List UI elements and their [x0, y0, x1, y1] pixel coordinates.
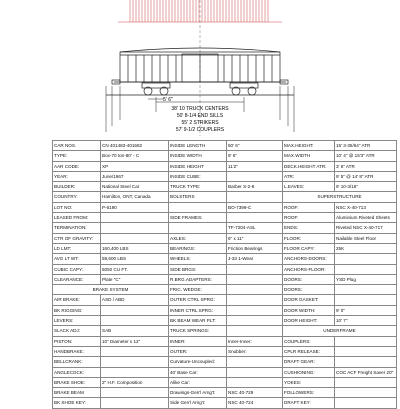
table-row [53, 316, 397, 326]
table-row [53, 274, 397, 284]
table-row [53, 285, 397, 295]
spec-label: CPLR RELEASE: [283, 346, 335, 356]
spec-value: 6" x 11" [227, 233, 283, 243]
spec-value [227, 264, 283, 274]
spec-label: BK SHOE KEY: [53, 398, 101, 408]
table-row [53, 326, 397, 336]
spec-value: ASD / ABD [101, 295, 169, 305]
table-row [53, 377, 397, 387]
top-hatch-detail [130, 0, 268, 22]
table-row [53, 151, 397, 161]
spec-label: HANDBRAKE: [53, 346, 101, 356]
spec-value [101, 213, 169, 223]
spec-label: BRAKE SHOE: [53, 377, 101, 387]
spec-value [227, 274, 283, 284]
spec-label: LEVERS: [53, 316, 101, 326]
table-row [53, 367, 397, 377]
spec-label: COUNTRY: [53, 192, 101, 202]
spec-value [335, 264, 397, 274]
spec-label: INSIDE LENGTH [169, 141, 227, 151]
spec-label: INNER CTRL SPRG: [169, 305, 227, 315]
boxcar-body [112, 48, 288, 84]
spec-label: YOKES: [283, 377, 335, 387]
spec-value: 15' 3-35/64" ATR [335, 141, 397, 151]
spec-value [101, 388, 169, 398]
spec-label: OUTER CTRL SPRG: [169, 295, 227, 305]
spec-value [335, 398, 397, 408]
spec-label: BK BEAM WEAR PLT: [169, 316, 227, 326]
table-row [53, 295, 397, 305]
spec-label: FLOOR CAPY: [283, 243, 335, 253]
spec-label: LEASED FROM: [53, 213, 101, 223]
spec-value: National Steel Car [101, 182, 169, 192]
spec-value: 10" Diameter x 12" [101, 336, 169, 346]
table-row [53, 346, 397, 356]
spec-value [335, 377, 397, 387]
spec-value [335, 254, 397, 264]
table-row [53, 182, 397, 192]
spec-value: 50' 6" [227, 141, 283, 151]
spec-label: BUILDER: [53, 182, 101, 192]
spec-label: DECK.HEIGHT ATR: [283, 161, 335, 171]
spec-value: 11'2" [227, 161, 283, 171]
spec-value [335, 388, 397, 398]
spec-value [101, 398, 169, 408]
spec-label: AIR BRAKE: [53, 295, 101, 305]
spec-label: SUPERSTRUCTURE [283, 192, 397, 202]
spec-label: CLEARANCE: [53, 274, 101, 284]
spec-value: BO-7399-C [227, 202, 283, 212]
spec-label: AAR CODE: [53, 161, 101, 171]
spec-label: MAX.HEIGHT: [283, 141, 335, 151]
spec-value: June/1967 [101, 171, 169, 181]
spec-table-body [53, 141, 397, 409]
spec-label: YEAR: [53, 171, 101, 181]
spec-label: ATR: [283, 171, 335, 181]
table-row [53, 305, 397, 315]
spec-value: 3' 6" ATR [335, 161, 397, 171]
trucks [106, 83, 294, 95]
table-row [53, 388, 397, 398]
spec-label: COUPLERS: [283, 336, 335, 346]
spec-label: FOLLOWERS: [283, 388, 335, 398]
spec-label: SIDE BRGS: [169, 264, 227, 274]
spec-label: BK RIGGING: [53, 305, 101, 315]
spec-value: TF-7204-ASL [227, 223, 283, 233]
spec-value: 5092 CU FT. [101, 264, 169, 274]
table-row [53, 161, 397, 171]
spec-value [227, 305, 283, 315]
spec-value: CN 401483-401682 [101, 141, 169, 151]
dim-wheelbase: 5' 6" [163, 97, 173, 103]
spec-label: Alike Car: [169, 377, 227, 387]
spec-label: Side Gen'l Arng't: [169, 398, 227, 408]
spec-value [101, 357, 169, 367]
spec-value: 2" H.F. Composition [101, 377, 169, 387]
spec-label: INNER: [169, 336, 227, 346]
spec-value: XP [101, 161, 169, 171]
spec-value: Plate "C" [101, 274, 169, 284]
spec-label: OUTER: [169, 346, 227, 356]
spec-label: TRUCK SPRINGS: [169, 326, 227, 336]
spec-label: ANCHORS-FLOOR: [283, 264, 335, 274]
table-row [53, 223, 397, 233]
spec-value [335, 295, 397, 305]
car-spec-sheet [52, 140, 396, 406]
spec-label: 40' Base Car: [169, 367, 227, 377]
spec-label: DOORS: [283, 274, 335, 284]
dim-strikers: 55' 2 STRIKERS [181, 120, 219, 126]
spec-label: INSIDE HEIGHT [169, 161, 227, 171]
spec-label: WHEELS: [169, 254, 227, 264]
table-row [53, 243, 397, 253]
spec-value: 9' 0" [335, 305, 397, 315]
spec-label: FRIC. WEDGE: [169, 285, 227, 295]
spec-label: ROOF: [283, 213, 335, 223]
spec-label: AVG LT WT: [53, 254, 101, 264]
spec-value: NSC 40-729 [227, 388, 283, 398]
spec-label: AXLES: [169, 233, 227, 243]
spec-value: Nailable Steel Floor [335, 233, 397, 243]
spec-label: BRAKE SYSTEM [53, 285, 169, 295]
spec-label: INSIDE WIDTH [169, 151, 227, 161]
spec-label: ROOF: [283, 202, 335, 212]
spec-value [227, 357, 283, 367]
table-row [53, 233, 397, 243]
table-row [53, 264, 397, 274]
table-row [53, 202, 397, 212]
spec-value [227, 367, 283, 377]
boxcar-elevation-drawing [0, 0, 400, 136]
spec-label: DOOR GASKET: [283, 295, 335, 305]
spec-value: 9' 10-3/16" [335, 182, 397, 192]
spec-label: Curvature-Uncoupled: [169, 357, 227, 367]
spec-label: LD LMT: [53, 243, 101, 253]
table-row [53, 141, 397, 151]
spec-value: SAB [101, 326, 169, 336]
spec-label [169, 223, 227, 233]
spec-label: BRAKE BEAM [53, 388, 101, 398]
spec-value: 9' 5" @ 14' 8" ATR [335, 171, 397, 181]
spec-label: ANCHORS-DOORS: [283, 254, 335, 264]
spec-value [335, 336, 397, 346]
spec-value [227, 326, 283, 336]
spec-value [101, 367, 169, 377]
spec-label: Drawings-Gen'l Arng't: [169, 388, 227, 398]
spec-value [227, 295, 283, 305]
spec-label: ENDS: [283, 223, 335, 233]
spec-value [101, 346, 169, 356]
spec-label: R.BRG.ADAPTERS: [169, 274, 227, 284]
spec-value [227, 171, 283, 181]
spec-value: COC ACF Freight Saver 20" [335, 367, 397, 377]
spec-value [227, 377, 283, 387]
spec-value: Hamilton, ONT, Canada [101, 192, 169, 202]
spec-label: L.EAVES: [283, 182, 335, 192]
spec-value: YSD Plug [335, 274, 397, 284]
dim-end-sills: 50' 8-1/4 END SILLS [176, 113, 224, 119]
spec-value [227, 316, 283, 326]
spec-value: 25K [335, 243, 397, 253]
spec-value: 9' 6" [227, 151, 283, 161]
spec-value [335, 346, 397, 356]
spec-value: 160,400 LBS [101, 243, 169, 253]
dim-truck-centers: 38' 10 TRUCK CENTERS [171, 106, 229, 112]
spec-label: DRAFT KEY: [283, 398, 335, 408]
spec-value: Riveted NSC X-40-717 [335, 223, 397, 233]
spec-label: ANGLECOCK: [53, 367, 101, 377]
spec-value: Box-70 ton-80' - C [101, 151, 169, 161]
spec-label: CTR OF GRAVITY: [53, 233, 101, 243]
spec-label: DOORS: [283, 285, 335, 295]
spec-value: 10' 4" @ 15'3" ATR [335, 151, 397, 161]
spec-label: LOT NO: [53, 202, 101, 212]
spec-label: TRUCK TYPE: [169, 182, 227, 192]
spec-value [227, 192, 283, 202]
spec-label: UNDERFRAME [283, 326, 397, 336]
spec-label: BELLCRANK: [53, 357, 101, 367]
spec-value: Friction Bearings [227, 243, 283, 253]
spec-value: 10' 7" [335, 316, 397, 326]
spec-value: 59,600 LBS [101, 254, 169, 264]
spec-label: CUSHIONING: [283, 367, 335, 377]
spec-value [335, 285, 397, 295]
spec-label: TYPE: [53, 151, 101, 161]
spec-value: NSC X-40-713 [335, 202, 397, 212]
spec-label: BEARINGS: [169, 243, 227, 253]
spec-label: CAR NOS. [53, 141, 101, 151]
spec-value [335, 357, 397, 367]
spec-value: P-6190 [101, 202, 169, 212]
spec-label: MAX.WIDTH [283, 151, 335, 161]
spec-value [101, 316, 169, 326]
table-row [53, 254, 397, 264]
spec-label: INSIDE CUBE: [169, 171, 227, 181]
dim-couplers: 57' 9-1/2 COUPLERS [175, 127, 225, 133]
spec-value: J-33 1-Wear [227, 254, 283, 264]
table-row [53, 357, 397, 367]
spec-value: Barber S-2-8 [227, 182, 283, 192]
spec-label: FLOOR: [283, 233, 335, 243]
spec-label [169, 202, 227, 212]
spec-table [52, 140, 397, 409]
spec-label: PISTON: [53, 336, 101, 346]
spec-label: BOLSTERS [169, 192, 227, 202]
spec-label: CUBIC CAPY: [53, 264, 101, 274]
spec-value: NSC 40-724 [227, 398, 283, 408]
table-row [53, 398, 397, 408]
table-row [53, 336, 397, 346]
spec-value: Aluminium Riveted Sheets [335, 213, 397, 223]
spec-value [101, 305, 169, 315]
spec-value [227, 285, 283, 295]
spec-value [227, 213, 283, 223]
spec-label: SIDE FRAMES: [169, 213, 227, 223]
spec-label: DOOR WIDTH: [283, 305, 335, 315]
spec-value: Inner-Inner: [227, 336, 283, 346]
spec-label: TERMINATION: [53, 223, 101, 233]
table-row [53, 192, 397, 202]
spec-label: SLACK ADJ: [53, 326, 101, 336]
spec-label: DRAFT GEAR: [283, 357, 335, 367]
table-row [53, 171, 397, 181]
spec-value [101, 233, 169, 243]
spec-label: DOOR HEIGHT: [283, 316, 335, 326]
spec-value [101, 223, 169, 233]
table-row [53, 213, 397, 223]
spec-value: Snubber: [227, 346, 283, 356]
